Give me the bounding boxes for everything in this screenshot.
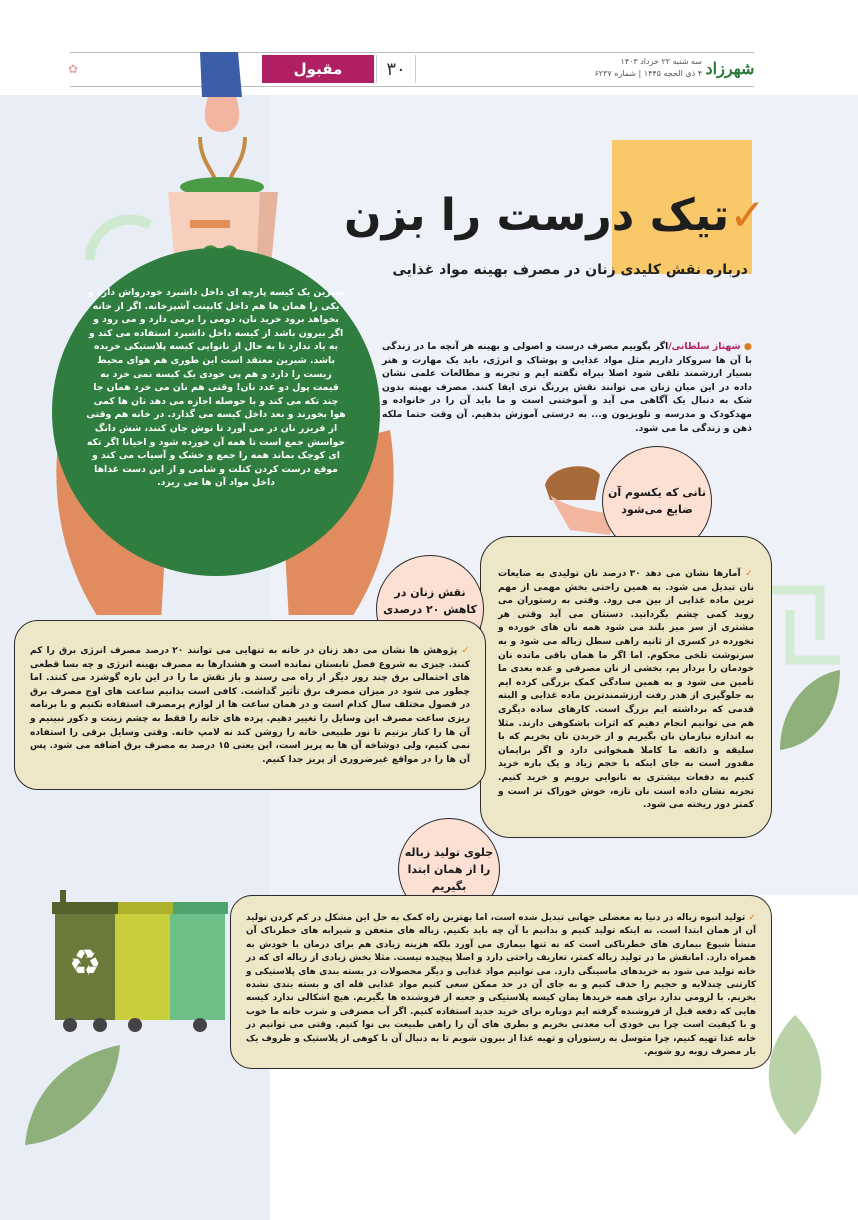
svg-text:♻: ♻ (68, 943, 102, 984)
waste-card-text (246, 912, 756, 1059)
checkmark-icon: ✓ (729, 190, 766, 241)
bread-text: آمارها نشان می دهد ۳۰ درصد نان تولیدی به ضایعات نان تبدیل می شود. به همین راحتی بخش مهمی از مهم ترین ماده غذایی از بین می رود. وقتی به رستوران می روید کمی چشم بگردانید. دستتان می آید وقتی هر مشتری از سر میز بلند می شود همه نان های خورده و نخورده در کسری از ثانیه راهی سطل زباله می شود و به سرنوشت تلخی محکوم. اما اگر ما همان باقی مانده نان خودمان را بردار یم، بخشی از نان مصرفی و عده بعدی ما تأمین می شود و به همین سادگی کمک بزرگی کرده ایم به جلوگیری از هدر رفت ارزشمندترین ماده غذایی و البته قدمی که برداشته ایم بزرگ است. کارهای ساده دیگری هم می توانیم انجام دهیم که اثرات باشکوهی دارند. مثلا به اندازه نیازمان نان بگیریم و از خریدن نان بخریم که با سلیقه و ذائقه ما کاملا همخوانی دارد و اگر برایمان مقدور است به جای اینکه با حجم زیاد و یک باره خرید کنیم به دفعات بیشتری به نانوایی برویم و خرید کنیم. تجربه نشان داده است نان تازه، خوش خوراک تر است و کمتر دور ریخته می شود. (498, 569, 754, 811)
newspaper-logo: شهرزاد (705, 59, 755, 78)
checkmark-icon: ✓ (740, 569, 754, 579)
date-gregorian: سه شنبه ۲۲ خرداد ۱۴۰۳ (620, 57, 702, 66)
waste-bubble: جلوی تولید زباله را از همان ابتدا بگیریم (398, 818, 500, 920)
article-title (344, 190, 766, 241)
waste-text: تولید انبوه زباله در دنیا به معضلی جهانی تبدیل شده است، اما بهترین راه کمک به حل این مشکل در کم کردن تولید آن از همان ابتدا است. نه اینکه تولید کنیم و بدانیم با آن چه باید بکنیم. زباله های متعفن و شیرابه های خطرناک آن منشأ شیوع بیماری های خطرناکی است که نه تنها بیماری می آورد بلکه هزینه زیادی هم برای درمان با خودش به همراه دارد. امانقش ما در تولید زباله کمتر، تعاریف راحتی دارد و اصلا پیچیده نیست. مثلا بخش زیادی از زباله ای که در خانه تولید می شود به خریدهای ماسینگی دارد. می توانیم مواد غذایی و دیگر محصولات در بسته بندی های پلاستیکی و کارتنی چندلایه و حجیم را حذف کنیم و به جای آن در حد ممکن سعی کنیم مواد غذایی فله ای و بسته بندی نشده بخریم. با لزومی ندارد برای همه خریدها یمان کیسه پلاستیکی و جعبه از فروشنده ها بگیریم. هیچ اشکالی ندارد کیسه هایی که دفعه قبل از فروشنده گرفته ایم دوباره برای خرید جدید استفاده کنیم. اگر آب مصرفی و شرب خانه ما خوب و با کیفیت است چرا بی خودی آب معدنی بخریم و بطری های آن را راهی طبیعت بی نوا کنیم. وقتی می توانیم در خانه غذا تهیه کنیم، چرا متوسل به رستوران و تهیه غذا از بیرون شویم تا به دنبال آن با کوهی از پلاستیک و ظروف یک بار مصرف روبه رو شویم. (246, 913, 756, 1058)
bread-bubble: نانی که یکسوم آن ضایع می‌شود (602, 446, 712, 556)
page-number: ۳۰ (376, 55, 416, 83)
date-line (418, 56, 702, 80)
leaf-decoration-icon (770, 665, 845, 755)
date-hijri-issue: ۴ ذی الحجه ۱۴۴۵ | شماره ۶۲۳۷ (594, 69, 702, 78)
checkmark-icon: ✓ (745, 913, 756, 923)
article-intro (382, 340, 752, 435)
decorative-logo-left: ✿ (67, 61, 79, 76)
energy-text: پژوهش ها نشان می دهد زنان در خانه به تنهایی می توانند ۲۰ درصد مصرف انرژی برق را کم کنند. چیزی به شروع فصل تابستان نمانده است و هشدارها به مصرف بهینه انرژی و چه بسا قطعی های احتمالی برق چند روز دیگر از راه می رسند و باز نقش ما را در این باره گوشزد می کنند. اما چطور می شود در میزان مصرف برق تأثیر گذاشت. کافی است بدانیم ساعت های اوج مصرف برق در فصول مختلف سال کدام است و در همان ساعت ها از لوازم پرمصرف استفاده نکنیم و با برنامه ریزی ساعت مصرف این وسایل را تغییر دهیم. پرده های خانه را فقط به چشم زینت و دکور نبینیم و آن ها را کنار بزنیم تا نور طبیعی خانه را روشن کند نه لامپ خانه. وقتی وسایل برقی را استفاده نمی کنیم، ولی دوشاخه آن ها به پریز است، این یعنی ۱۵ درصد به مصرف برق اضافه می شود. پس آن ها را در مواقع غیرضروری از پریز جدا کنیم. (30, 646, 470, 765)
bread-card-text (498, 568, 754, 813)
leaf-bottom-left-icon (20, 1040, 130, 1150)
article-subtitle: درباره نقش کلیدی زنان در مصرف بهینه مواد غذایی (392, 262, 748, 278)
section-tag: مقبول (262, 55, 374, 83)
intro-text: اگر بگوییم مصرف درست و اصولی و بهینه هر آنچه ما در زندگی با آن ها سروکار داریم مثل مواد غذایی و پوشاک و انرژی، باید یک مهارت و هنر بسیار ارزشمند تلقی شود اصلا بیراه نگفته ایم و تجربه و مطالعات علمی نشان داده در این میان زنان می توانند نقش پررنگ تری ایفا کنند. مصرف بهینه بدون شک به دنبال یک آگاهی می آید و آموختنی است و ما باید آن را در خانواده و مهدکودک و مدرسه و تلویزیون و... به درستی آموزش بدهیم. آن وقت حتما ملکه ذهن و زندگی ما می شود. (382, 341, 752, 434)
recycle-arrows-right-icon (760, 570, 850, 680)
recycle-bins-icon (40, 880, 240, 1040)
energy-card-text (30, 645, 470, 767)
checkmark-icon: ✓ (457, 646, 471, 656)
energy-bubble: نقش زنان در کاهش ۲۰ درصدی (376, 555, 484, 663)
circle-story-text: شیرین یک کیسه پارچه ای داخل داشبرد خودرواش دارد و یکی را همان ها هم داخل کابینت آشپزخانه. اگر از خانه بخواهد برود خرید نان، دومی را برمی دارد و می رود و اگر بیرون باشد از کیسه داخل داشبرد استفاده می کند و به یاد ندارد تا به حال از نانوایی کیسه پلاستیکی خریده باشد. شیرین معتقد است این طوری هم هوای محیط زیست را دارد و هم پی خودی یک کیسه نمی خرد به قیمت پول دو عدد نان! وقتی هم نان می خرد همان جا چند تکه می کند و با حوصله اجازه می دهد نان ها کمی هوا بخورند و بعد داخل کیسه می گذارد. در خانه هم وقتی از فریزر نان در می آورد تا نوش جان کنند، شش دانگ حواسش جمع است تا همه آن خورده شود و احیانا اگر تکه ای کوچک بماند همه را جمع و خشک و آسیاب می کند و موقع درست کردن کتلت و شامی و از این دست غذاها داخل مواد آن ها می ریزد. (86, 287, 346, 489)
author-name: شهناز سلطانی/ (668, 341, 741, 352)
article-title-text: تیک درست را بزن (344, 190, 730, 241)
bullet-dot-icon: ● (740, 341, 753, 352)
